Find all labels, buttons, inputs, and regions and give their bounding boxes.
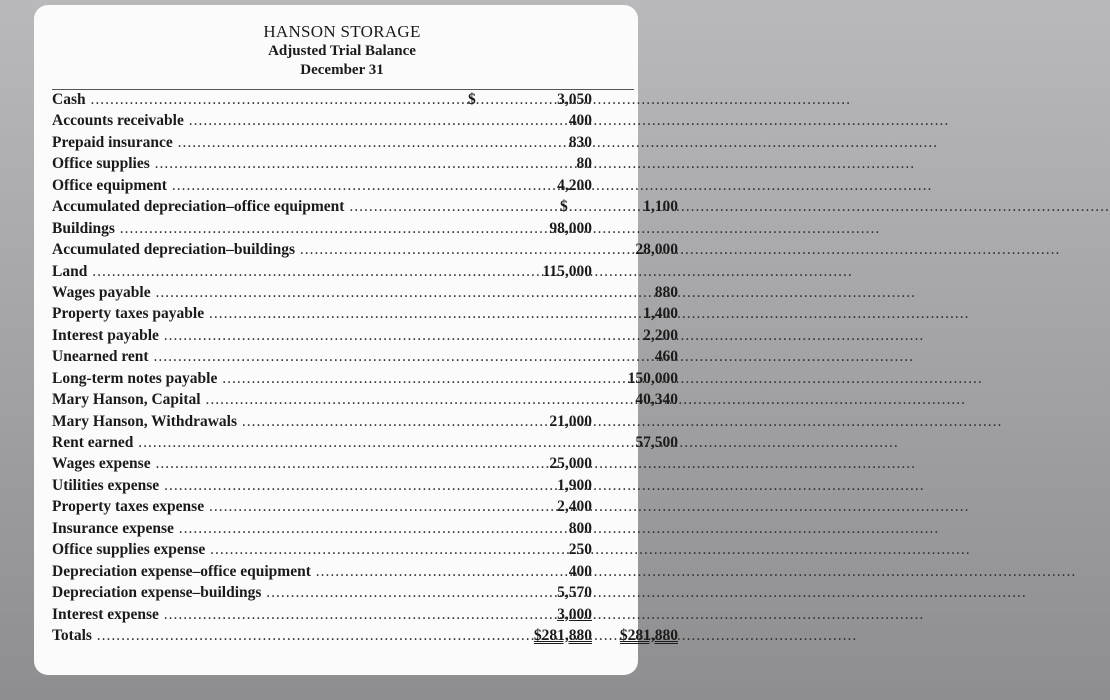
account-name: Office supplies expense ..... — [52, 541, 448, 559]
company-name: HANSON STORAGE — [263, 22, 421, 41]
account-name: Mary Hanson, Withdrawals ..... — [52, 413, 448, 431]
debit-amount: 2,400 — [557, 498, 592, 516]
credit-amount: 57,500 — [635, 434, 678, 451]
account-name: Interest expense ..... — [52, 606, 448, 624]
statement-date: December 31 — [300, 62, 384, 78]
debit-amount: 5,570 — [557, 584, 592, 602]
debit-amount: 3,000 — [557, 605, 592, 623]
account-name: Cash ..... — [52, 91, 448, 109]
header-rule — [52, 89, 634, 90]
account-name: Land ..... — [52, 263, 448, 281]
account-name: Utilities expense ..... — [52, 477, 448, 495]
debit-amount: 21,000 — [549, 412, 592, 430]
account-name: Accounts receivable ..... — [52, 112, 448, 130]
account-name: Wages expense ..... — [52, 455, 448, 473]
account-name: Office equipment ..... — [52, 177, 448, 195]
debit-amount: 4,200 — [557, 176, 592, 194]
account-name: Long-term notes payable ..... — [52, 370, 448, 388]
account-name: Depreciation expense–office equipment ..... — [52, 563, 448, 581]
credit-amount: 28,000 — [635, 241, 678, 259]
account-name: Unearned rent ..... — [52, 348, 448, 366]
account-name: Accumulated depreciation–buildings ..... — [52, 241, 448, 259]
credit-amount: 880 — [654, 283, 678, 301]
account-name: Buildings ..... — [52, 220, 448, 238]
account-name: Rent earned ..... — [52, 434, 448, 452]
account-name: Insurance expense ..... — [52, 520, 448, 538]
debit-amount: 115,000 — [542, 262, 592, 280]
debit-amount: 25,000 — [549, 455, 592, 473]
debit-amount: 250 — [568, 541, 592, 559]
debit-amount: 1,900 — [557, 476, 592, 494]
debit-amount: 400 — [568, 112, 592, 130]
account-name: Accumulated depreciation–office equipment ..... — [52, 198, 448, 216]
account-name: Property taxes payable ..... — [52, 305, 448, 323]
statement-title: Adjusted Trial Balance — [268, 42, 416, 59]
account-name: Depreciation expense–buildings ..... — [52, 584, 448, 602]
credit-amount: 460 — [654, 348, 678, 366]
debit-amount: 800 — [568, 519, 592, 537]
credit-amount: 1,100 — [643, 198, 678, 216]
debit-amount: 830 — [568, 133, 592, 151]
account-name: Prepaid insurance ..... — [52, 134, 448, 152]
credit-currency-sign: $ — [560, 198, 568, 216]
credit-amount: 40,340 — [635, 391, 678, 409]
debit-amount: $281,880 — [533, 626, 592, 644]
account-name: Property taxes expense ..... — [52, 498, 448, 516]
statement-header — [36, 22, 648, 81]
account-name: Wages payable ..... — [52, 284, 448, 302]
debit-currency-sign: $ — [468, 91, 476, 108]
account-name: Office supplies ..... — [52, 155, 448, 173]
debit-amount: 400 — [568, 562, 592, 580]
credit-amount: 2,200 — [643, 326, 678, 344]
debit-amount: 3,050 — [557, 91, 592, 108]
account-name: Mary Hanson, Capital ..... — [52, 391, 448, 409]
account-name: Interest payable ..... — [52, 327, 448, 345]
debit-amount: 98,000 — [549, 219, 592, 237]
credit-amount: 150,000 — [627, 369, 678, 387]
debit-amount: 80 — [576, 155, 592, 173]
credit-amount: 1,400 — [643, 305, 678, 323]
credit-amount: $281,880 — [619, 626, 678, 644]
account-name: Totals ..... — [52, 627, 448, 645]
